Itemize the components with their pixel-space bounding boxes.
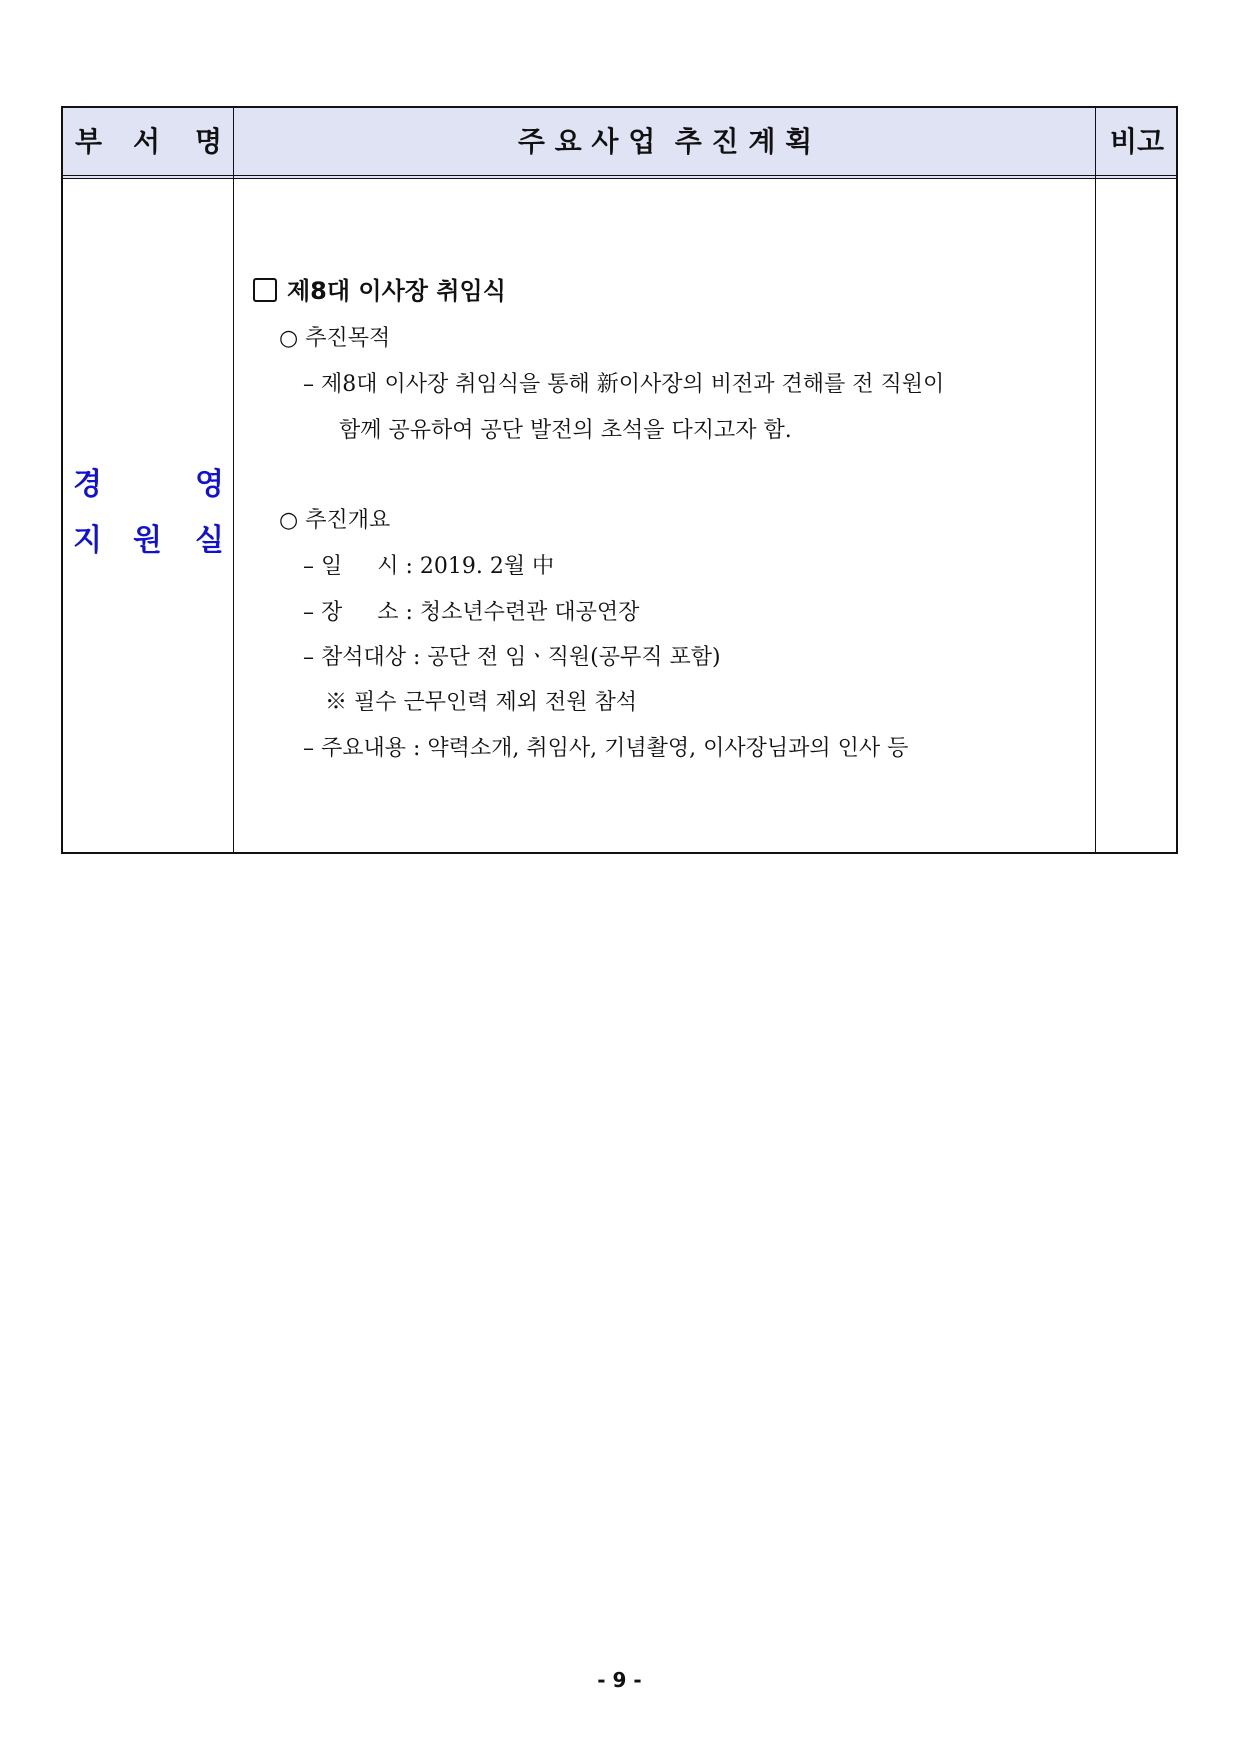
dept-name-char: 실 bbox=[195, 523, 224, 558]
header-dept-char: 부 bbox=[75, 125, 103, 158]
dept-name-char: 지 bbox=[73, 523, 102, 558]
page-number: - 9 - bbox=[597, 1668, 642, 1692]
checkbox-icon bbox=[253, 278, 277, 302]
header-note-label: 비고 bbox=[1109, 125, 1165, 158]
dept-name-char: 경 bbox=[73, 467, 102, 502]
overview-item: – 주요내용 : 약력소개, 취임사, 기념촬영, 이사장님과의 인사 등 bbox=[303, 736, 909, 761]
column-divider bbox=[233, 108, 234, 852]
dept-name-char: 원 bbox=[133, 523, 162, 558]
column-divider bbox=[1095, 108, 1096, 852]
overview-note: ※ 필수 근무인력 제외 전원 참석 bbox=[325, 690, 637, 715]
overview-item: – 참석대상 : 공단 전 임ㆍ직원(공무직 포함) bbox=[303, 645, 721, 670]
purpose-line: – 제8대 이사장 취임식을 통해 新이사장의 비전과 견해를 전 직원이 bbox=[303, 372, 945, 397]
overview-item: – 장 소 : 청소년수련관 대공연장 bbox=[303, 600, 640, 625]
business-plan-table bbox=[61, 106, 1178, 854]
purpose-line: 함께 공유하여 공단 발전의 초석을 다지고자 함. bbox=[339, 418, 792, 443]
dept-name-char: 영 bbox=[195, 467, 224, 502]
header-dept-char: 명 bbox=[195, 125, 223, 158]
header-dept-char: 서 bbox=[133, 125, 161, 158]
section-title bbox=[253, 268, 506, 314]
section-title-text: 제8대 이사장 취임식 bbox=[287, 277, 506, 305]
purpose-heading: ○ 추진목적 bbox=[279, 326, 391, 351]
overview-heading: ○ 추진개요 bbox=[279, 508, 391, 533]
overview-item: – 일 시 : 2019. 2월 中 bbox=[303, 554, 555, 579]
header-plan-label: 주 요 사 업 추 진 계 획 bbox=[517, 125, 813, 158]
